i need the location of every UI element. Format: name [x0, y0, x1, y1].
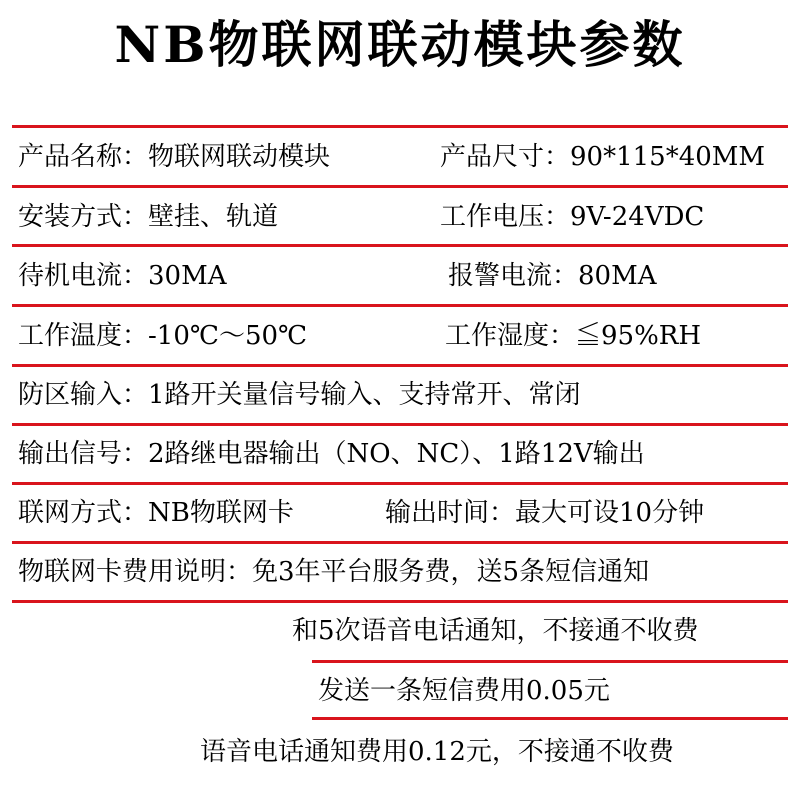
- divider: [312, 717, 788, 720]
- divider: [12, 125, 788, 128]
- spec-mounting: 安装方式：壁挂、轨道: [18, 202, 279, 232]
- spec-humidity: 工作湿度：≦95%RH: [445, 321, 702, 351]
- fee-line-2: 和5次语音电话通知，不接通不收费: [292, 616, 699, 646]
- divider: [12, 541, 788, 544]
- spec-alarm-current: 报警电流：80MA: [448, 261, 657, 291]
- spec-voltage: 工作电压：9V-24VDC: [440, 202, 705, 232]
- fee-line-1: 物联网卡费用说明：免3年平台服务费，送5条短信通知: [18, 557, 650, 587]
- fee-line-3: 发送一条短信费用0.05元: [318, 676, 610, 706]
- spec-name: 产品名称：物联网联动模块: [18, 142, 331, 172]
- spec-standby-current: 待机电流：30MA: [18, 261, 227, 291]
- divider: [312, 660, 788, 663]
- divider: [12, 304, 788, 307]
- spec-zone-input: 防区输入：1路开关量信号输入、支持常开、常闭: [18, 380, 581, 410]
- divider: [12, 244, 788, 247]
- divider: [12, 364, 788, 367]
- divider: [12, 423, 788, 426]
- spec-output-time: 输出时间：最大可设10分钟: [385, 498, 705, 528]
- divider: [12, 185, 788, 188]
- spec-network: 联网方式：NB物联网卡: [18, 498, 294, 528]
- spec-output-signal: 输出信号：2路继电器输出（NO、NC）、1路12V输出: [18, 439, 645, 469]
- divider: [12, 600, 788, 603]
- divider: [12, 482, 788, 485]
- spec-temperature: 工作温度：-10℃～50℃: [18, 321, 308, 351]
- fee-line-4: 语音电话通知费用0.12元，不接通不收费: [200, 737, 674, 767]
- page-title: NB物联网联动模块参数: [114, 15, 686, 74]
- spec-size: 产品尺寸：90*115*40MM: [440, 142, 766, 172]
